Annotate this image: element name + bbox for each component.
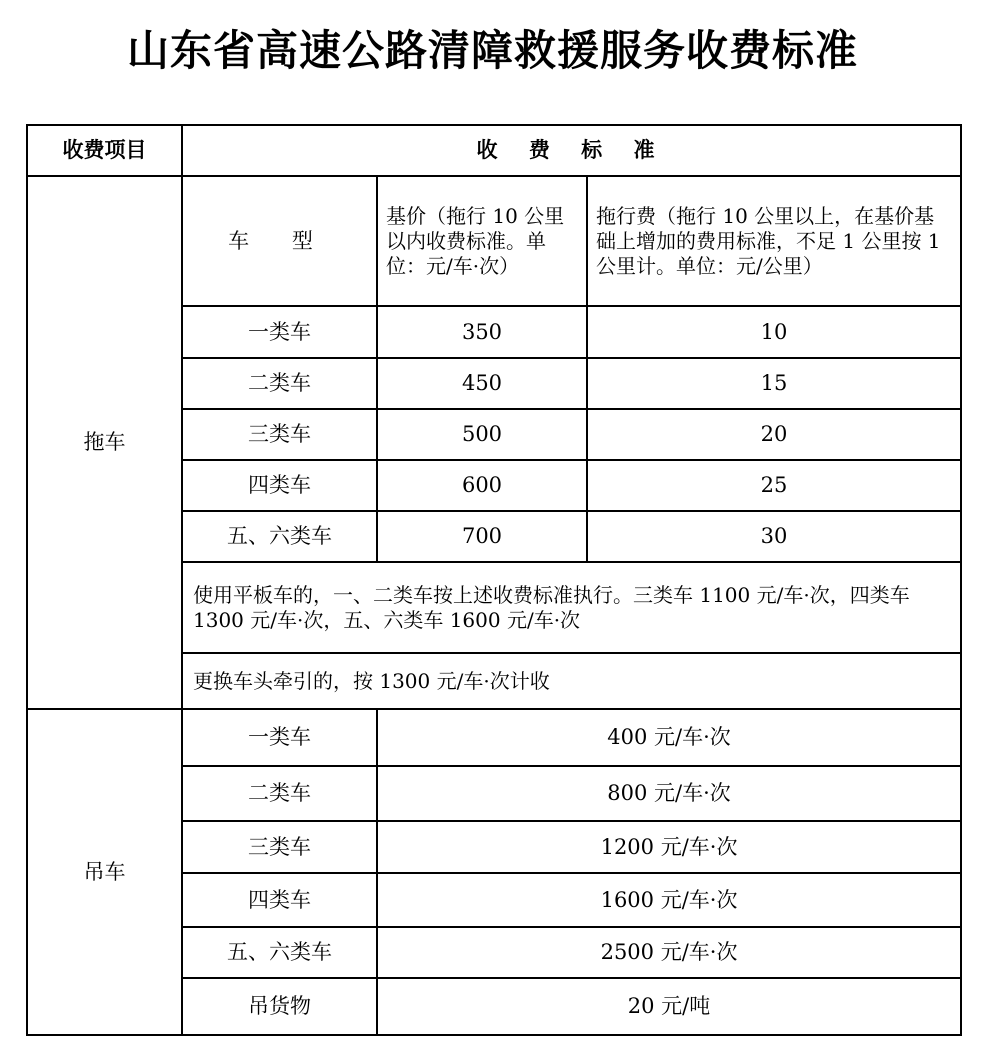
vehicle-type-cell: 四类车	[182, 873, 377, 927]
header-item-cell: 收费项目	[27, 125, 182, 176]
vehicle-type-cell: 二类车	[182, 358, 377, 409]
table-row	[27, 709, 961, 766]
extra-fee-cell: 15	[587, 358, 961, 409]
extra-fee-cell: 30	[587, 511, 961, 562]
col-base-price: 基价（拖行 10 公里以内收费标准。单位：元/车·次）	[377, 176, 587, 306]
crane-fee-cell: 800 元/车·次	[377, 766, 961, 821]
base-price-cell: 700	[377, 511, 587, 562]
vehicle-type-cell: 四类车	[182, 460, 377, 511]
vehicle-type-cell: 五、六类车	[182, 927, 377, 978]
crane-fee-cell: 2500 元/车·次	[377, 927, 961, 978]
crane-fee-cell: 1600 元/车·次	[377, 873, 961, 927]
crane-category-cell: 吊车	[27, 709, 182, 1035]
fee-table	[26, 124, 962, 1036]
page-title: 山东省高速公路清障救援服务收费标准	[126, 26, 858, 75]
vehicle-type-cell: 一类车	[182, 709, 377, 766]
extra-fee-cell: 10	[587, 306, 961, 358]
extra-fee-cell: 20	[587, 409, 961, 460]
extra-fee-cell: 25	[587, 460, 961, 511]
tow-category-cell: 拖车	[27, 176, 182, 709]
col-extra-fee: 拖行费（拖行 10 公里以上，在基价基础上增加的费用标准，不足 1 公里按 1 公里计。单位：元/公里）	[587, 176, 961, 306]
crane-fee-cell: 1200 元/车·次	[377, 821, 961, 873]
table-header-row	[27, 125, 961, 176]
vehicle-type-cell: 三类车	[182, 821, 377, 873]
vehicle-type-cell: 五、六类车	[182, 511, 377, 562]
vehicle-type-cell: 三类车	[182, 409, 377, 460]
crane-fee-cell: 400 元/车·次	[377, 709, 961, 766]
vehicle-type-cell: 二类车	[182, 766, 377, 821]
crane-fee-cell: 20 元/吨	[377, 978, 961, 1035]
tractor-note: 更换车头牵引的，按 1300 元/车·次计收	[182, 653, 961, 709]
tow-subheader-row	[27, 176, 961, 306]
flatbed-note: 使用平板车的，一、二类车按上述收费标准执行。三类车 1100 元/车·次，四类车 1300 元/车·次，五、六类车 1600 元/车·次	[182, 562, 961, 653]
base-price-cell: 450	[377, 358, 587, 409]
vehicle-type-cell: 吊货物	[182, 978, 377, 1035]
header-standard-cell: 收 费 标 准	[182, 125, 961, 176]
col-vehicle-type: 车 型	[182, 176, 377, 306]
base-price-cell: 500	[377, 409, 587, 460]
vehicle-type-cell: 一类车	[182, 306, 377, 358]
base-price-cell: 600	[377, 460, 587, 511]
base-price-cell: 350	[377, 306, 587, 358]
